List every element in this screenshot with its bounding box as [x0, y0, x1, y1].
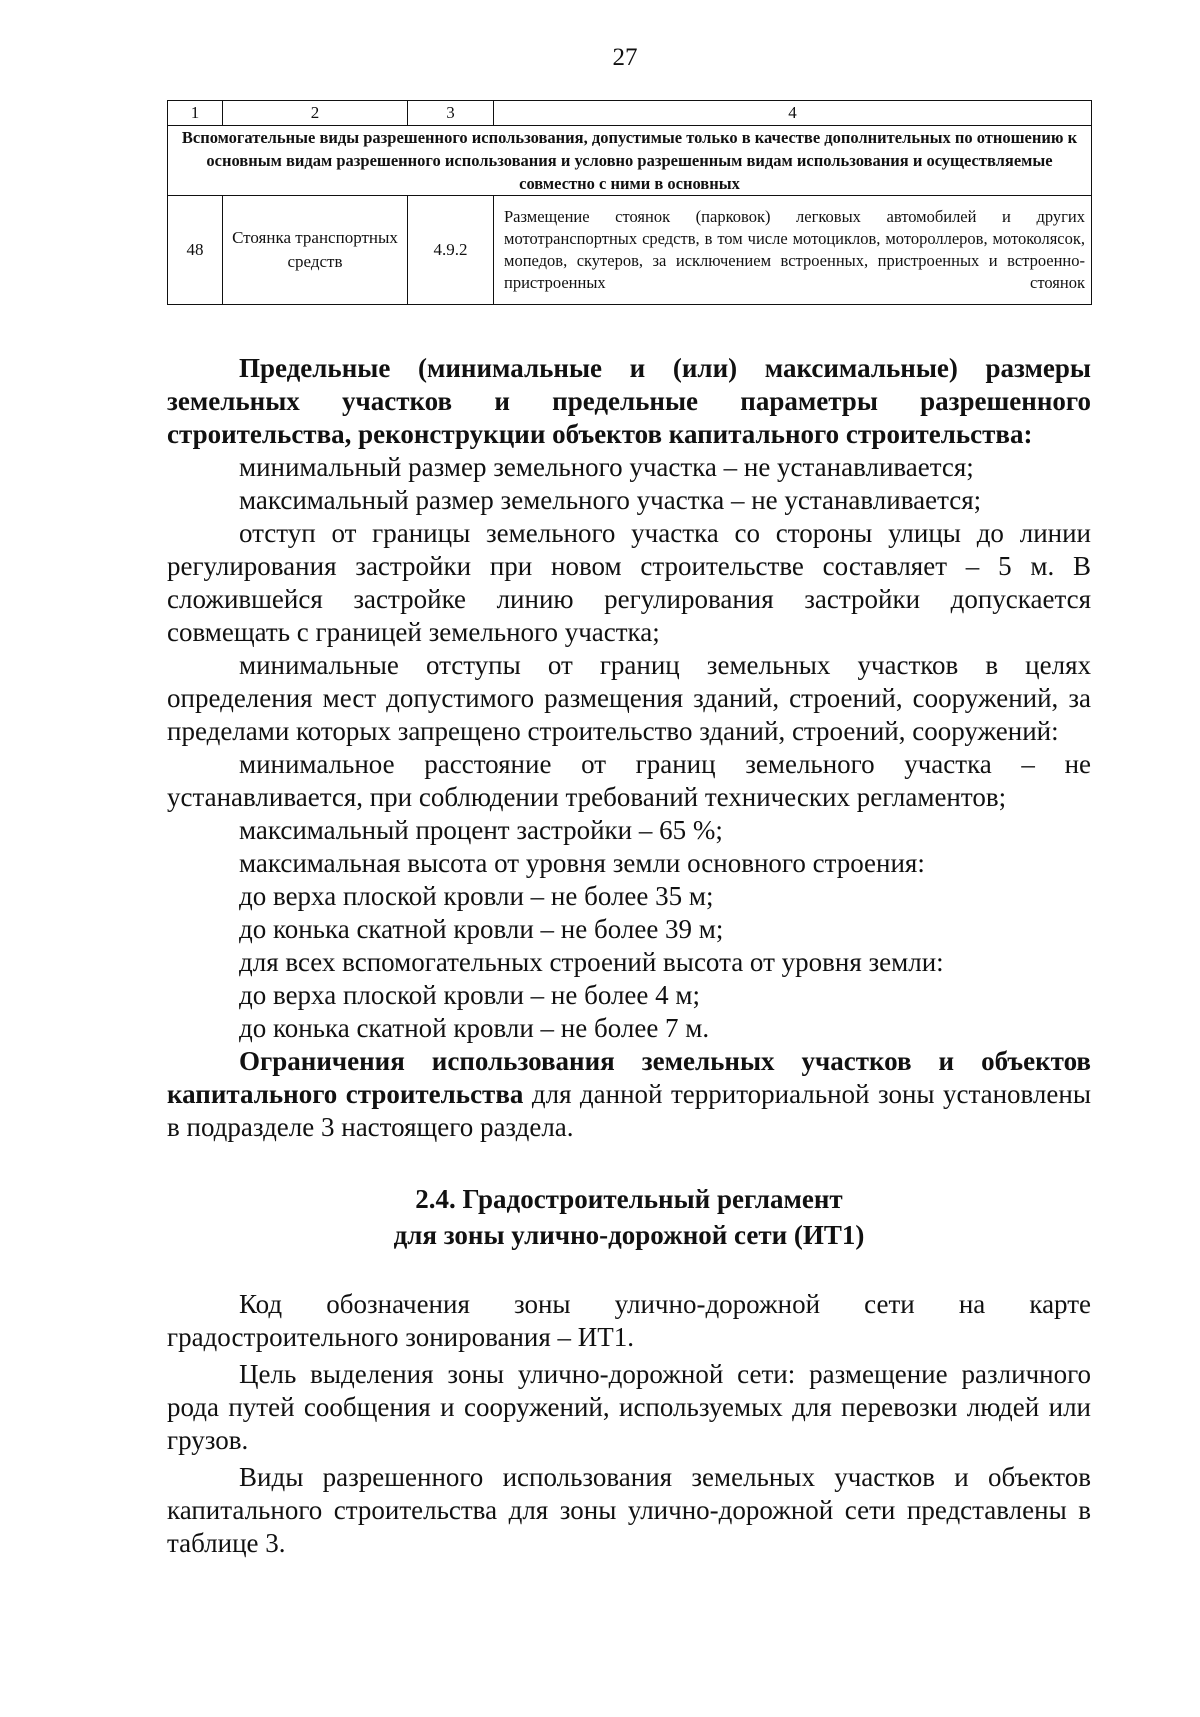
page-number: 27 — [612, 44, 638, 71]
limit-item: отступ от границы земельного участка со стороны улицы до линии регулирования застройки при новом строительстве составляет – 5 м. В сложившейся застройке линию регулирования застройки допускается совмещать с границей земельного участка; — [167, 518, 1091, 647]
restrictions-text: для данной территориальной зоны установлены в подразделе 3 настоящего раздела. — [167, 1079, 1091, 1142]
limit-item: максимальный процент застройки – 65 %; — [239, 815, 723, 845]
row-code: 4.9.2 — [408, 196, 494, 305]
limit-item: минимальное расстояние от границ земельного участка – не устанавливается, при соблюдении требований технических регламентов; — [167, 749, 1091, 812]
limit-item: до конька скатной кровли – не более 39 м; — [239, 914, 724, 944]
table-header-row — [168, 101, 1092, 126]
row-name: Стоянка транспортных средств — [223, 196, 408, 305]
limit-item: до верха плоской кровли – не более 4 м; — [239, 980, 700, 1010]
section-title: 2.4. Градостроительный регламент — [415, 1184, 843, 1214]
limit-item: до конька скатной кровли – не более 7 м. — [239, 1013, 710, 1043]
restrictions-bold: Ограничения использования земельных участков и объектов капитального строительства — [167, 1046, 1091, 1109]
column-number: 1 — [168, 101, 223, 126]
limit-item: максимальный размер земельного участка – не устанавливается; — [239, 485, 982, 515]
column-number: 2 — [223, 101, 408, 126]
row-number: 48 — [168, 196, 223, 305]
column-number: 4 — [494, 101, 1092, 126]
restrictions-paragraph — [167, 1045, 1091, 1144]
row-description: Размещение стоянок (парковок) легковых автомобилей и других мототранспортных средств, в том числе мотоциклов, мотороллеров, мотоколясок, мопедов, скутеров, за исключением встроенных, пристроенных и встроенно-пристроенных стоянок — [494, 196, 1092, 305]
section-paragraph: Виды разрешенного использования земельных участков и объектов капитального строительства для зоны улично-дорожной сети представлены в таблице 3. — [167, 1462, 1091, 1558]
column-number: 3 — [408, 101, 494, 126]
limits-heading: Предельные (минимальные и (или) максимальные) размеры земельных участков и предельные параметры разрешенного строительства, реконструкции объектов капитального строительства: — [167, 353, 1091, 449]
limit-item: для всех вспомогательных строений высота от уровня земли: — [239, 947, 944, 977]
limit-item: минимальные отступы от границ земельных участков в целях определения мест допустимого размещения зданий, строений, сооружений, за пределами которых запрещено строительство зданий, строений, сооружений: — [167, 650, 1091, 746]
limit-item: максимальная высота от уровня земли основного строения: — [239, 848, 925, 878]
group-header: Вспомогательные виды разрешенного использования, допустимые только в качестве дополнительных по отношению к основным видам разрешенного использования и условно разрешенным видам использования и осуществляемые совместно с ними в основных — [168, 126, 1092, 196]
section-paragraph: Код обозначения зоны улично-дорожной сети на карте градостроительного зонирования – ИТ1. — [167, 1289, 1091, 1352]
land-use-table — [167, 100, 1092, 305]
document-body — [167, 352, 1091, 1560]
table-group-row — [168, 126, 1092, 196]
limit-item: до верха плоской кровли – не более 35 м; — [239, 881, 714, 911]
table-row — [168, 196, 1092, 305]
section-paragraph: Цель выделения зоны улично-дорожной сети: размещение различного рода путей сообщения и сооружений, используемых для перевозки людей или грузов. — [167, 1359, 1091, 1455]
section-subtitle: для зоны улично-дорожной сети (ИТ1) — [393, 1220, 865, 1250]
limit-item: минимальный размер земельного участка – не устанавливается; — [239, 452, 974, 482]
